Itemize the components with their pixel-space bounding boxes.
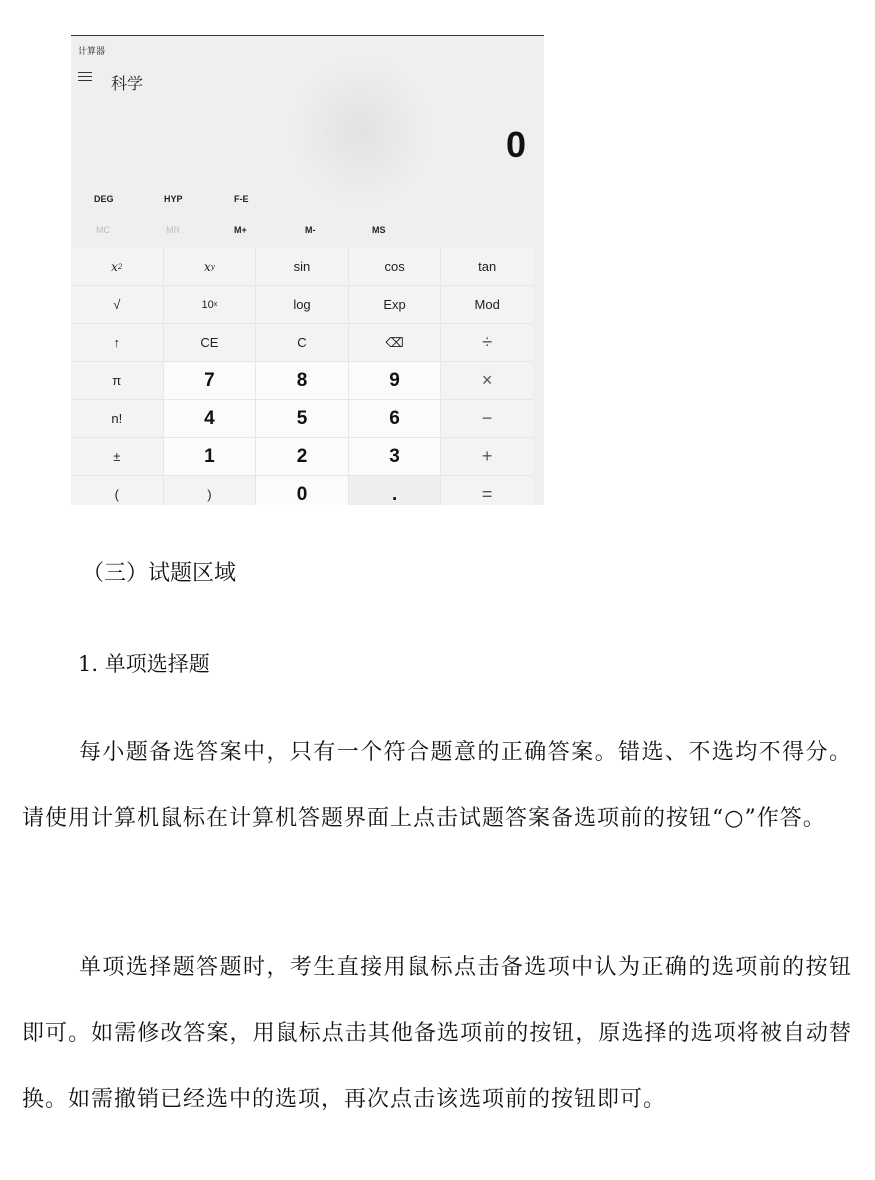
mc-button[interactable]: MC bbox=[96, 225, 110, 235]
decimal-button[interactable]: . bbox=[349, 476, 441, 505]
sin-button[interactable]: sin bbox=[256, 248, 348, 285]
digit-4-button[interactable]: 4 bbox=[164, 400, 256, 437]
multiply-button[interactable]: × bbox=[441, 362, 533, 399]
digit-2-button[interactable]: 2 bbox=[256, 438, 348, 475]
minus-button[interactable]: − bbox=[441, 400, 533, 437]
section-heading: （三）试题区域 bbox=[82, 561, 237, 586]
mode-title: 科学 bbox=[111, 74, 144, 93]
background-glow bbox=[291, 56, 431, 206]
fe-button[interactable]: F-E bbox=[234, 194, 249, 204]
ce-button[interactable]: CE bbox=[164, 324, 256, 361]
divide-button[interactable]: ÷ bbox=[441, 324, 533, 361]
pi-button[interactable]: π bbox=[71, 362, 163, 399]
sqrt-button[interactable]: √ bbox=[71, 286, 163, 323]
digit-0-button[interactable]: 0 bbox=[256, 476, 348, 505]
mr-button[interactable]: MR bbox=[166, 225, 180, 235]
digit-6-button[interactable]: 6 bbox=[349, 400, 441, 437]
calculator-window bbox=[71, 35, 544, 505]
clear-button[interactable]: C bbox=[256, 324, 348, 361]
power-button[interactable]: x y bbox=[164, 248, 256, 285]
keypad bbox=[71, 248, 533, 505]
m-minus-button[interactable]: M- bbox=[305, 225, 316, 235]
square-button[interactable]: x 2 bbox=[71, 248, 163, 285]
instruction-paragraph-2: 单项选择题答题时，考生直接用鼠标点击备选项中认为正确的选项前的按钮即可。如需修改答案，用鼠标点击其他备选项前的按钮，原选择的选项将被自动替换。如需撤销已经选中的选项，再次点击该选项前的按钮即可。 bbox=[22, 955, 852, 1112]
window-title: 计算器 bbox=[78, 47, 106, 57]
cos-button[interactable]: cos bbox=[349, 248, 441, 285]
hyp-button[interactable]: HYP bbox=[164, 194, 183, 204]
ten-power-button[interactable]: 10 x bbox=[164, 286, 256, 323]
digit-3-button[interactable]: 3 bbox=[349, 438, 441, 475]
digit-8-button[interactable]: 8 bbox=[256, 362, 348, 399]
subheading: 1. 单项选择题 bbox=[78, 652, 210, 676]
digit-7-button[interactable]: 7 bbox=[164, 362, 256, 399]
plus-button[interactable]: + bbox=[441, 438, 533, 475]
negate-button[interactable]: ± bbox=[71, 438, 163, 475]
mod-button[interactable]: Mod bbox=[441, 286, 533, 323]
digit-9-button[interactable]: 9 bbox=[349, 362, 441, 399]
ms-button[interactable]: MS bbox=[372, 225, 386, 235]
equals-button[interactable]: = bbox=[441, 476, 533, 505]
open-paren-button[interactable]: ( bbox=[71, 476, 163, 505]
tan-button[interactable]: tan bbox=[441, 248, 533, 285]
backspace-icon[interactable]: ⌫ bbox=[349, 324, 441, 361]
log-button[interactable]: log bbox=[256, 286, 348, 323]
shift-up-arrow-icon[interactable]: ↑ bbox=[71, 324, 163, 361]
close-paren-button[interactable]: ) bbox=[164, 476, 256, 505]
deg-button[interactable]: DEG bbox=[94, 194, 114, 204]
hamburger-menu-icon[interactable] bbox=[78, 72, 92, 84]
m-plus-button[interactable]: M+ bbox=[234, 225, 247, 235]
display-value: 0 bbox=[505, 124, 526, 165]
digit-5-button[interactable]: 5 bbox=[256, 400, 348, 437]
factorial-button[interactable]: n! bbox=[71, 400, 163, 437]
exp-button[interactable]: Exp bbox=[349, 286, 441, 323]
instruction-paragraph-1: 每小题备选答案中，只有一个符合题意的正确答案。错选、不选均不得分。请使用计算机鼠标在计算机答题界面上点击试题答案备选项前的按钮“○”作答。 bbox=[22, 740, 852, 831]
digit-1-button[interactable]: 1 bbox=[164, 438, 256, 475]
